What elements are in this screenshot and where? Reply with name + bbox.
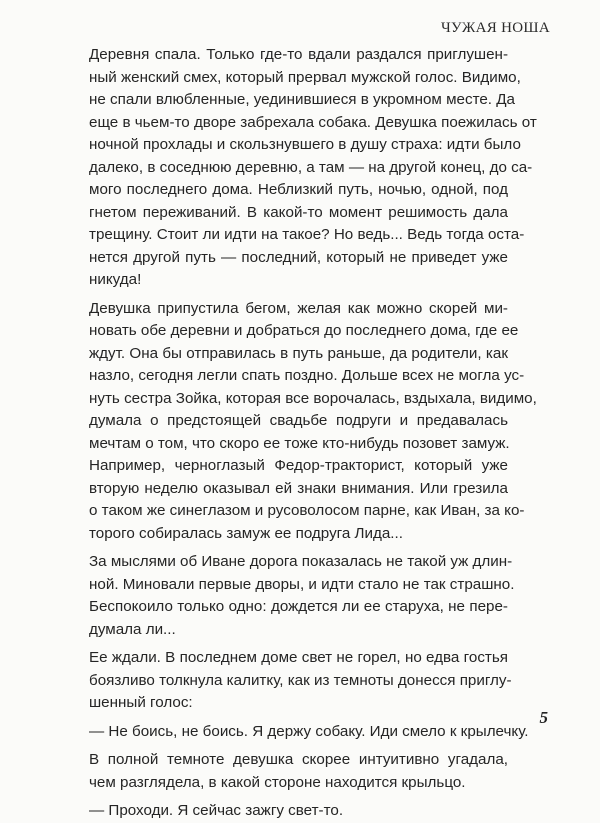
text-line: боязливо толкнула калитку, как из темноты донесся приглу- — [89, 671, 512, 689]
text-line: думала о предстоящей свадьбе подруги и предавалась — [89, 412, 508, 429]
paragraph-4 — [89, 647, 512, 715]
text-line: новать обе деревни и добраться до последнего дома, где ее — [89, 322, 519, 339]
paragraph-5 — [89, 721, 529, 744]
text-line: торого собиралась замуж ее подруга Лида... — [89, 524, 403, 542]
text-line: Например, черноглазый Федор-тракторист, который уже — [89, 457, 508, 474]
text-line: трещину. Стоит ли идти на такое? Но ведь... Ведь тогда оста- — [89, 226, 525, 243]
text-line: ной. Миновали первые дворы, и идти стало не так страшно. — [89, 575, 515, 593]
text-line: гнетом переживаний. В какой-то момент решимость дала — [89, 203, 508, 221]
text-line: — Не боись, не боись. Я держу собаку. Иди смело к крылечку. — [89, 722, 529, 740]
paragraph-1 — [89, 44, 537, 292]
text-line: ный женский смех, который прервал мужской голос. Видимо, — [89, 68, 521, 86]
text-line: Ее ждали. В последнем доме свет не горел, но едва гостья — [89, 649, 508, 666]
text-line: В полной темноте девушка скорее интуитивно угадала, — [89, 751, 508, 768]
text-line: далеко, в соседнюю деревню, а там — на другой конец, до са- — [89, 158, 533, 176]
text-line: За мыслями об Иване дорога показалась не такой уж длин- — [89, 553, 513, 570]
text-line: мечтам о том, что скоро ее тоже кто-нибудь позовет замуж. — [89, 434, 510, 452]
text-line: о таком же синеглазом и русоволосом парне, как Иван, за ко- — [89, 502, 525, 519]
text-line: никуда! — [89, 271, 142, 288]
text-line: назло, сегодня легли спать поздно. Дольше всех не могла ус- — [89, 367, 525, 384]
paragraph-6 — [89, 749, 508, 794]
text-line: думала ли... — [89, 620, 176, 638]
running-title: ЧУЖАЯ НОША — [440, 20, 550, 36]
page-number: 5 — [539, 708, 548, 727]
text-line: Девушка припустила бегом, желая как можно скорей ми- — [89, 299, 508, 317]
text-line: Деревня спала. Только где-то вдали раздался приглушен- — [89, 46, 508, 63]
text-line: шенный голос: — [89, 694, 193, 711]
paragraph-2 — [89, 298, 537, 546]
text-line: нуть сестра Зойка, которая все ворочалась, вздыхала, видимо, — [89, 389, 537, 407]
text-line: мого последнего дома. Неблизкий путь, ночью, одной, под — [89, 181, 508, 198]
text-line: не спали влюбленные, уединившиеся в укромном месте. Да — [89, 91, 515, 108]
body-text — [89, 44, 537, 823]
text-line: нется другой путь — последний, который не приведет уже — [89, 248, 508, 266]
paragraph-7 — [89, 800, 508, 823]
text-line: ждут. Она бы отправилась в путь раньше, да родители, как — [89, 344, 508, 362]
text-line: еще в чьем-то дворе забрехала собака. Девушка поежилась от — [89, 113, 537, 131]
text-line: — Проходи. Я сейчас зажгу свет-то. — [89, 802, 344, 819]
paragraph-3 — [89, 551, 515, 641]
text-line: ночной прохлады и скользнувшего в душу страха: идти было — [89, 136, 521, 153]
text-line: Беспокоило только одно: дождется ли ее старуха, не пере- — [89, 598, 508, 615]
text-line: вторую неделю оказывал ей знаки внимания. Или грезила — [89, 479, 508, 497]
text-line: чем разглядела, в какой стороне находится крыльцо. — [89, 773, 466, 791]
